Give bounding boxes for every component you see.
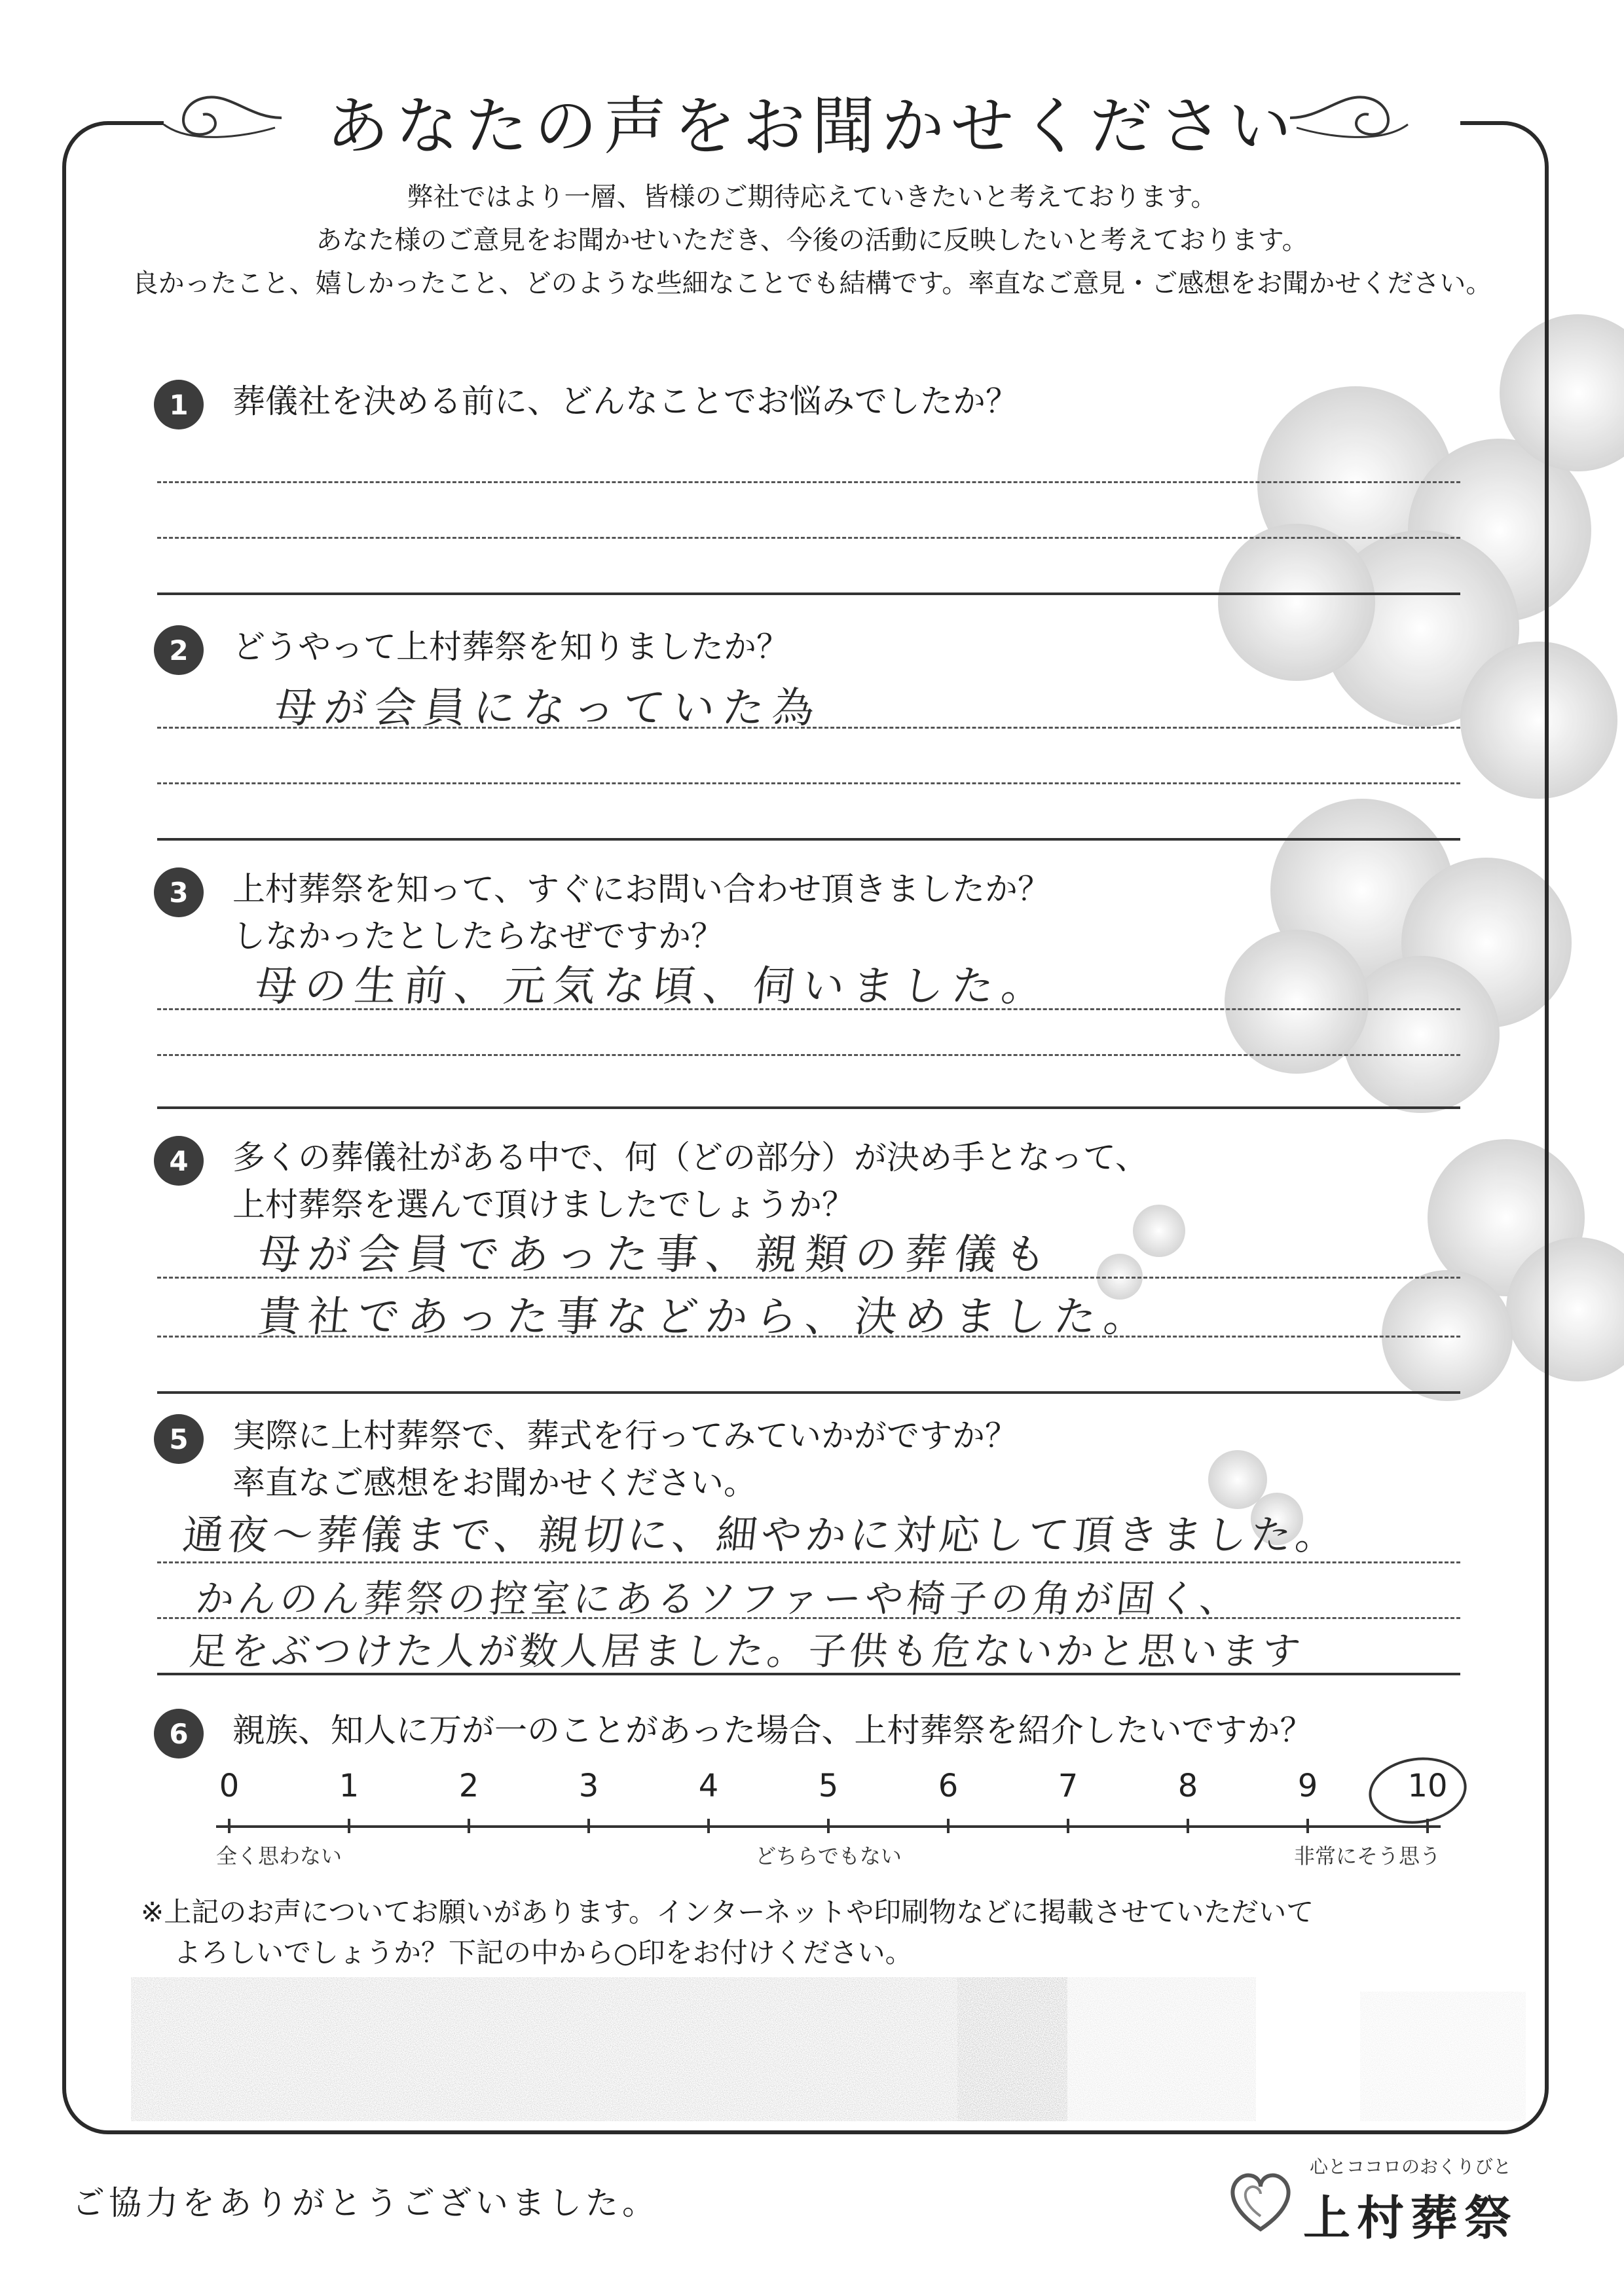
question-number: 4	[154, 1136, 204, 1186]
scale-tick-label: 8	[1177, 1768, 1198, 1804]
answer-line	[157, 1336, 1460, 1338]
scale-anchor-high: 非常にそう思う	[1293, 1844, 1441, 1868]
scale-tick	[468, 1819, 470, 1833]
intro-line: あなた様のご意見をお聞かせいただき、今後の活動に反映したいと考えております。	[316, 225, 1308, 255]
scale-anchor-low: 全く思わない	[216, 1844, 342, 1868]
scale-tick	[827, 1819, 830, 1833]
question-text: 上村葬祭を選んで頂けましたでしょうか？	[232, 1186, 855, 1224]
intro-line: 弊社ではより一層、皆様のご期待応えていきたいと考えております。	[407, 182, 1217, 212]
question-text: どうやって上村葬祭を知りましたか？	[232, 628, 789, 666]
question-text: 率直なご感想をお聞かせください。	[232, 1464, 756, 1502]
answer-line	[157, 1054, 1460, 1056]
section-divider	[157, 1673, 1460, 1675]
question-text: 葬儀社を決める前に、どんなことでお悩みでしたか？	[232, 382, 1018, 420]
question-number: 1	[154, 380, 204, 429]
question-number: 3	[154, 867, 204, 917]
scale-tick	[587, 1819, 590, 1833]
scale-tick-label: 1	[339, 1768, 360, 1804]
scale-tick	[1187, 1819, 1189, 1833]
answer-line	[157, 537, 1460, 539]
handwritten-answer: 足をぶつけた人が数人居ました。子供も危ないかと思います	[187, 1629, 1306, 1673]
brand-name: 上村葬祭	[1303, 2190, 1519, 2246]
scale-tick-label: 9	[1297, 1768, 1318, 1804]
flourish-right-icon	[1283, 79, 1421, 151]
handwritten-answer: 貴社であった事などから、決めました。	[255, 1293, 1156, 1341]
scale-tick-label: 7	[1058, 1768, 1079, 1804]
scale-tick-label: 3	[578, 1768, 599, 1804]
answer-line	[157, 1008, 1460, 1010]
page-title: あなたの声をお聞かせください	[326, 89, 1298, 163]
flourish-left-icon	[151, 79, 288, 151]
scale-tick-label: 10	[1407, 1768, 1448, 1804]
question-text: 実際に上村葬祭で、葬式を行ってみていかがですか？	[232, 1417, 1018, 1455]
handwritten-answer: 母が会員になっていた為	[272, 684, 825, 733]
question-text: 上村葬祭を知って、すぐにお問い合わせ頂きましたか？	[232, 870, 1050, 908]
question-number: 5	[154, 1414, 204, 1464]
title-band	[164, 72, 1460, 170]
scale-tick	[707, 1819, 710, 1833]
publication-note	[141, 1892, 1516, 1973]
answer-line	[157, 1617, 1460, 1619]
handwritten-answer: 母が会員であった事、親類の葬儀も	[255, 1231, 1057, 1279]
question-text: 多くの葬儀社がある中で、何（どの部分）が決め手となって、	[232, 1139, 1148, 1176]
intro-text	[118, 175, 1506, 305]
redacted-area	[131, 1977, 1526, 2121]
scale-anchor-mid: どちらでもない	[755, 1844, 902, 1868]
scale-tick-label: 2	[458, 1768, 479, 1804]
section-divider	[157, 1106, 1460, 1109]
question-text: 親族、知人に万が一のことがあった場合、上村葬祭を紹介したいですか？	[232, 1711, 1313, 1749]
scale-tick-label: 6	[938, 1768, 959, 1804]
brand-tagline: 心とココロのおくりびと	[1310, 2156, 1512, 2178]
rating-scale	[216, 1768, 1448, 1872]
note-line: ※上記のお声についてお願いがあります。インターネットや印刷物などに掲載させていただいて	[141, 1896, 1314, 1928]
question-number: 6	[154, 1709, 204, 1758]
scale-tick	[947, 1819, 950, 1833]
brand-logo	[1225, 2147, 1539, 2246]
note-line: よろしいでしょうか？下記の中から○印をお付けください。	[174, 1937, 913, 1969]
thanks-message: ご協力をありがとうございました。	[72, 2184, 659, 2222]
heart-logo-icon	[1225, 2164, 1297, 2236]
scale-tick	[1306, 1819, 1309, 1833]
scale-tick-label: 5	[818, 1768, 839, 1804]
question-text: しなかったとしたらなぜですか？	[232, 917, 724, 955]
answer-line	[157, 782, 1460, 784]
handwritten-answer: 母の生前、元気な頃、伺いました。	[252, 962, 1054, 1011]
answer-line	[157, 481, 1460, 483]
section-divider	[157, 838, 1460, 841]
scale-tick-label: 0	[219, 1768, 240, 1804]
answer-line	[157, 1561, 1460, 1563]
scale-tick	[228, 1819, 231, 1833]
scale-tick	[348, 1819, 350, 1833]
section-divider	[157, 1391, 1460, 1394]
answer-line	[157, 1277, 1460, 1279]
section-divider	[157, 592, 1460, 595]
intro-line: 良かったこと、嬉しかったこと、どのような些細なことでも結構です。率直なご意見・ご感想をお聞かせください。	[132, 268, 1492, 299]
question-number: 2	[154, 625, 204, 675]
answer-line	[157, 727, 1460, 729]
scale-tick	[1067, 1819, 1069, 1833]
scale-tick-label: 4	[698, 1768, 719, 1804]
handwritten-answer: 通夜～葬儀まで、親切に、細やかに対応して頂きました。	[180, 1511, 1343, 1559]
handwritten-answer: かんのん葬祭の控室にあるソファーや椅子の角が固く、	[193, 1576, 1244, 1621]
